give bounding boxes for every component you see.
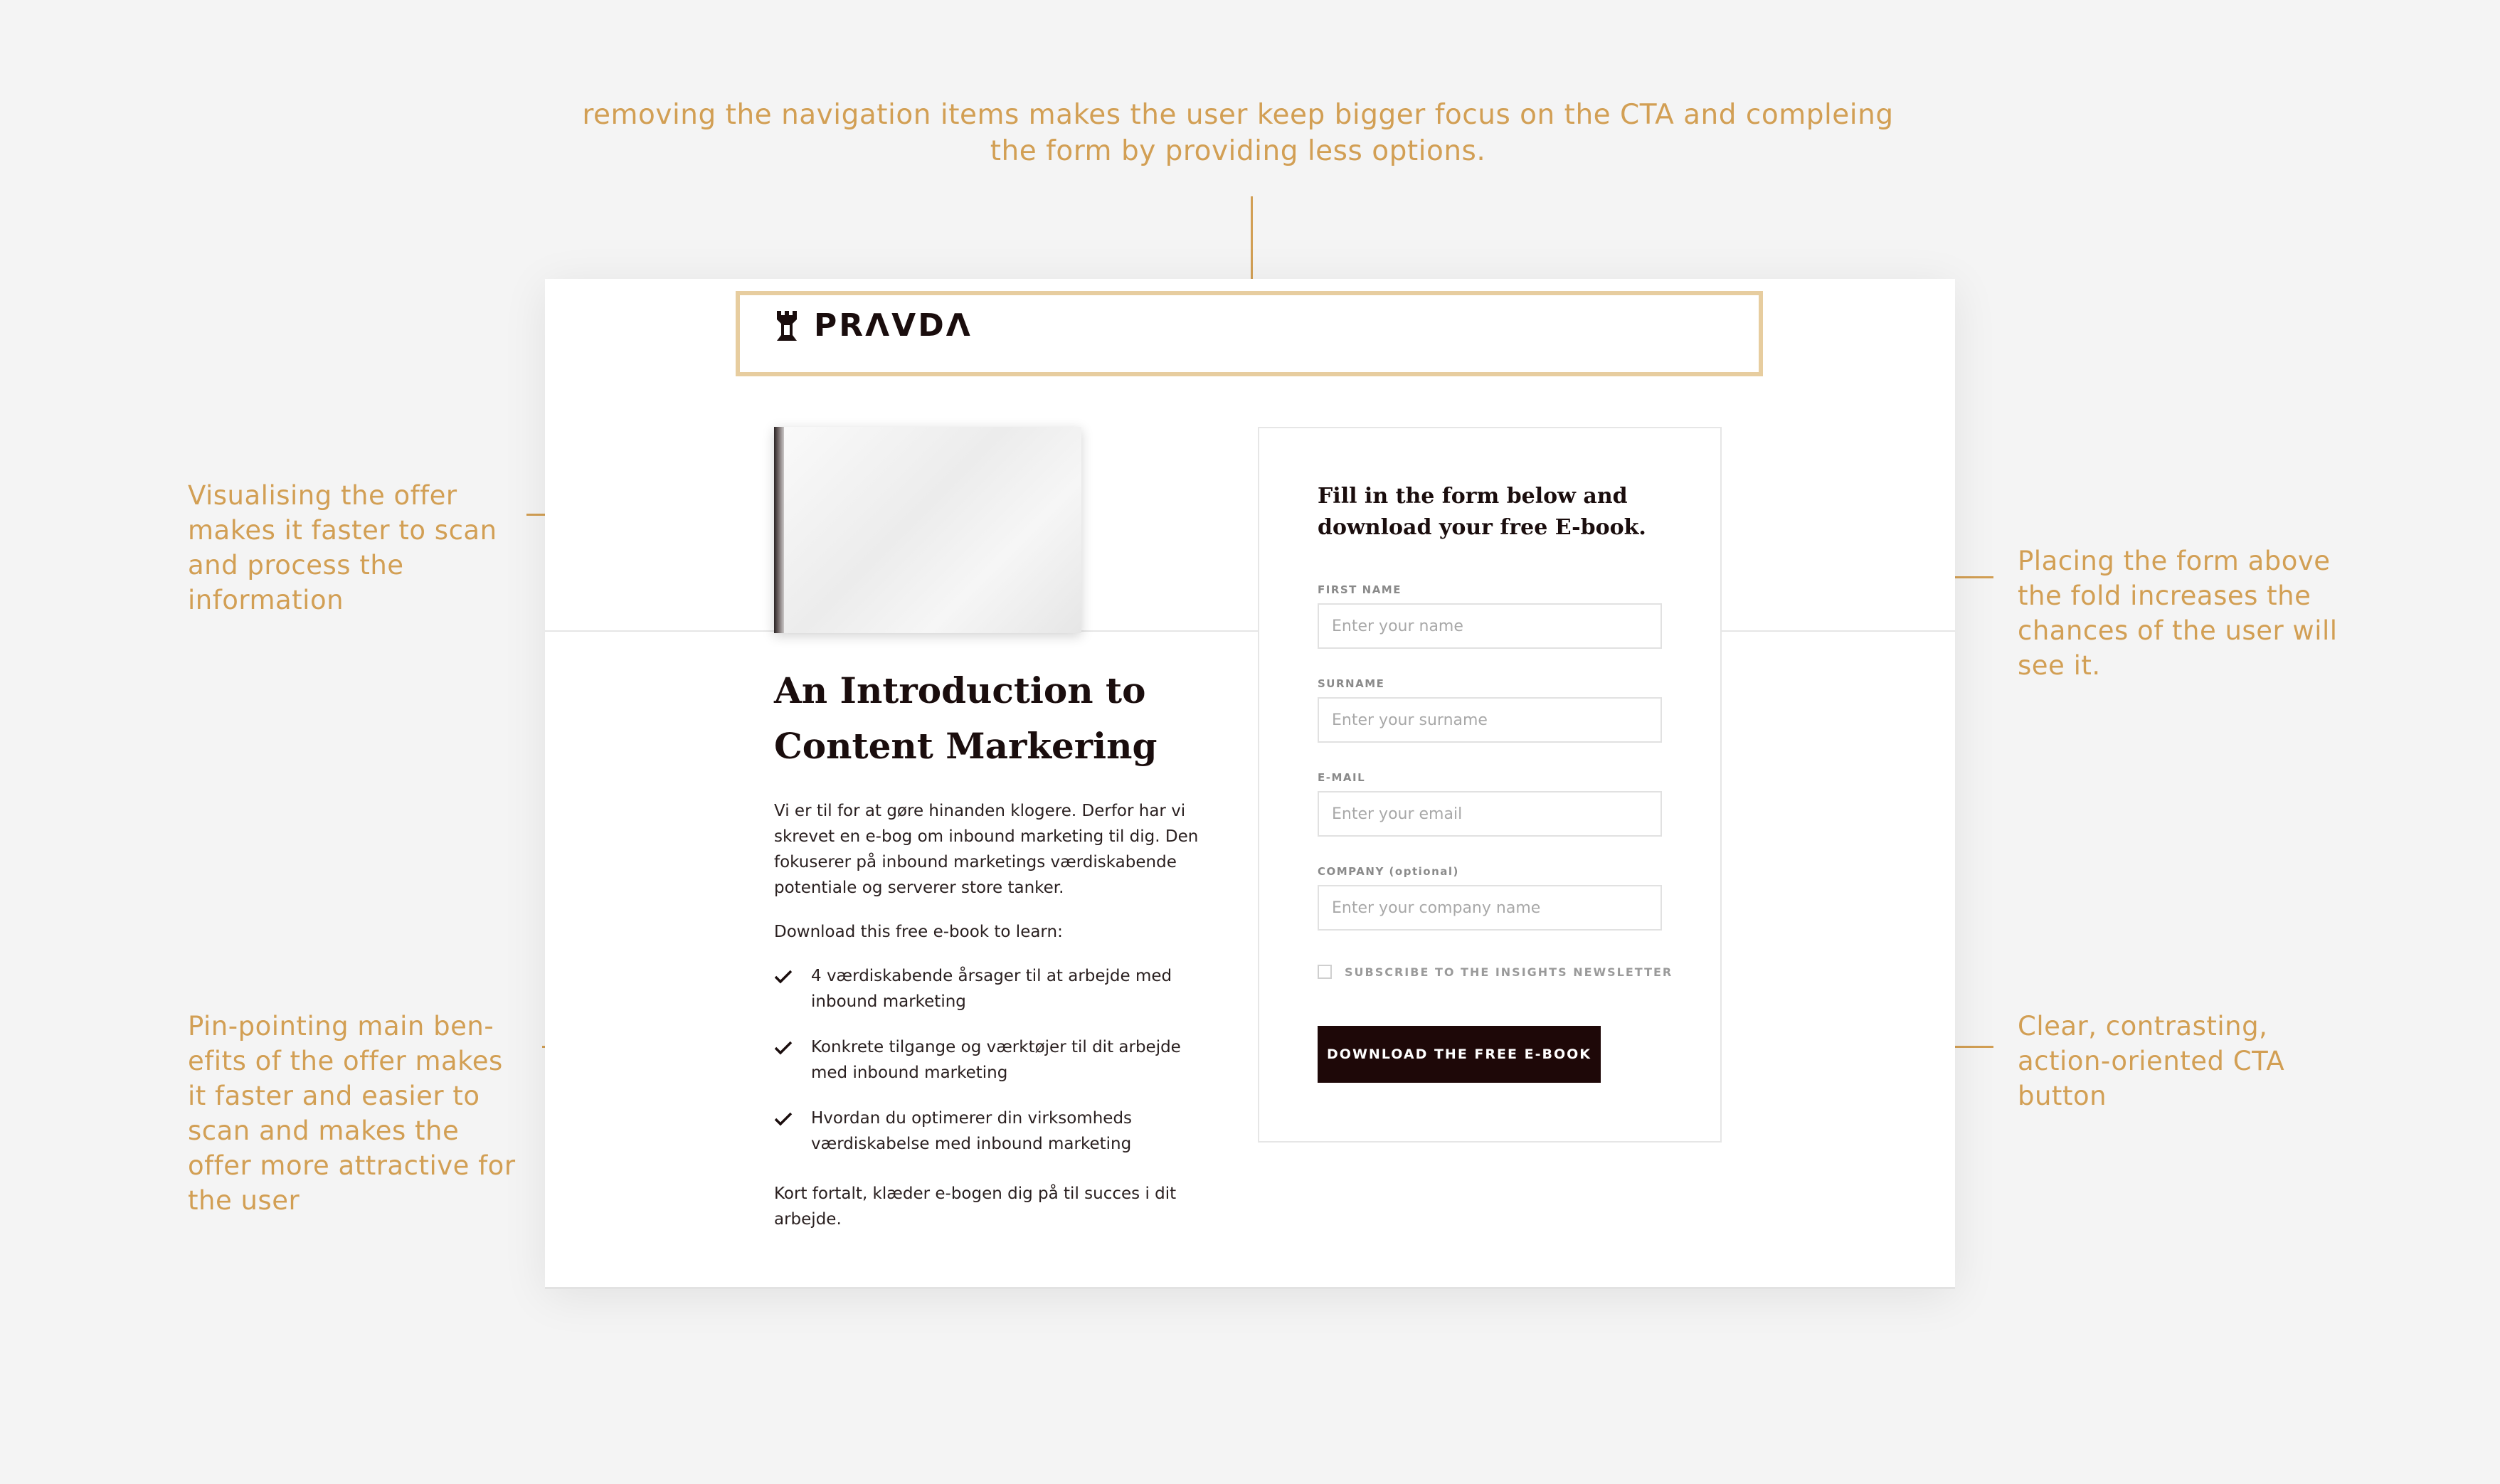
annotation-navigation: removing the navigation items makes the user keep bigger focus on the CTA and compleing the form by providing less options. <box>582 99 1894 167</box>
checkmark-icon <box>774 1111 793 1127</box>
subscribe-checkbox[interactable] <box>1318 965 1332 979</box>
intro-paragraph: Vi er til for at gøre hinanden klogere. Derfor har vi skrevet en e-bog om inbound marketing til dig. Den fokuserer på inbound marketings værdiskabende potentiale og serverer store tanker. <box>774 802 1199 897</box>
first-name-label: FIRST NAME <box>1318 583 1402 596</box>
benefit-item <box>774 963 1215 1014</box>
benefit-text: 4 værdiskabende årsager til at arbejde med inbound marketing <box>811 967 1172 1011</box>
subscribe-label: SUBSCRIBE TO THE INSIGHTS NEWSLETTER <box>1345 965 1673 979</box>
ebook-cover-image <box>774 427 1081 633</box>
benefit-item <box>774 1034 1215 1086</box>
benefits-list <box>774 963 1215 1177</box>
annotation-visual: Visualising the offer makes it faster to scan and process the information <box>188 480 497 615</box>
learn-heading: Download this free e-book to learn: <box>774 923 1063 941</box>
signup-form <box>1258 427 1722 1143</box>
surname-label: SURNAME <box>1318 677 1385 690</box>
subscribe-row[interactable] <box>1318 965 1673 979</box>
first-name-input[interactable] <box>1318 603 1662 649</box>
outro-paragraph: Kort fortalt, klæder e-bogen dig på til succes i dit arbejde. <box>774 1184 1177 1229</box>
page-title: An Introduction to Content Markering <box>774 669 1158 767</box>
annotation-benefits: Pin-pointing main ben-efits of the offer makes it faster and easier to scan and makes the offer more attractive for the user <box>188 1011 516 1216</box>
mockup-bottom-edge <box>545 1287 1955 1289</box>
chess-rook-icon <box>774 309 800 342</box>
ebook-spine <box>774 427 784 633</box>
download-ebook-button[interactable]: DOWNLOAD THE FREE E-BOOK <box>1318 1026 1601 1083</box>
fold-divider <box>545 630 1955 632</box>
company-input[interactable] <box>1318 885 1662 931</box>
checkmark-icon <box>774 1040 793 1056</box>
benefit-item <box>774 1106 1215 1157</box>
email-label: E-MAIL <box>1318 771 1366 784</box>
checkmark-icon <box>774 969 793 985</box>
annotation-form-placement: Placing the form above the fold increases the chances of the user will see it. <box>2018 546 2338 681</box>
company-label: COMPANY (optional) <box>1318 865 1459 878</box>
benefit-text: Hvordan du optimerer din virksomheds værdiskabelse med inbound marketing <box>811 1109 1133 1153</box>
benefit-text: Konkrete tilgange og værktøjer til dit arbejde med inbound marketing <box>811 1038 1181 1082</box>
logo[interactable] <box>774 307 973 344</box>
surname-input[interactable] <box>1318 697 1662 743</box>
annotation-cta: Clear, contrasting, action-oriented CTA button <box>2018 1011 2285 1111</box>
landing-page-mockup <box>545 279 1955 1289</box>
form-title: Fill in the form below and download your free E-book. <box>1318 484 1646 540</box>
email-input[interactable] <box>1318 791 1662 837</box>
logo-text: PRΛVDΛ <box>814 307 973 344</box>
